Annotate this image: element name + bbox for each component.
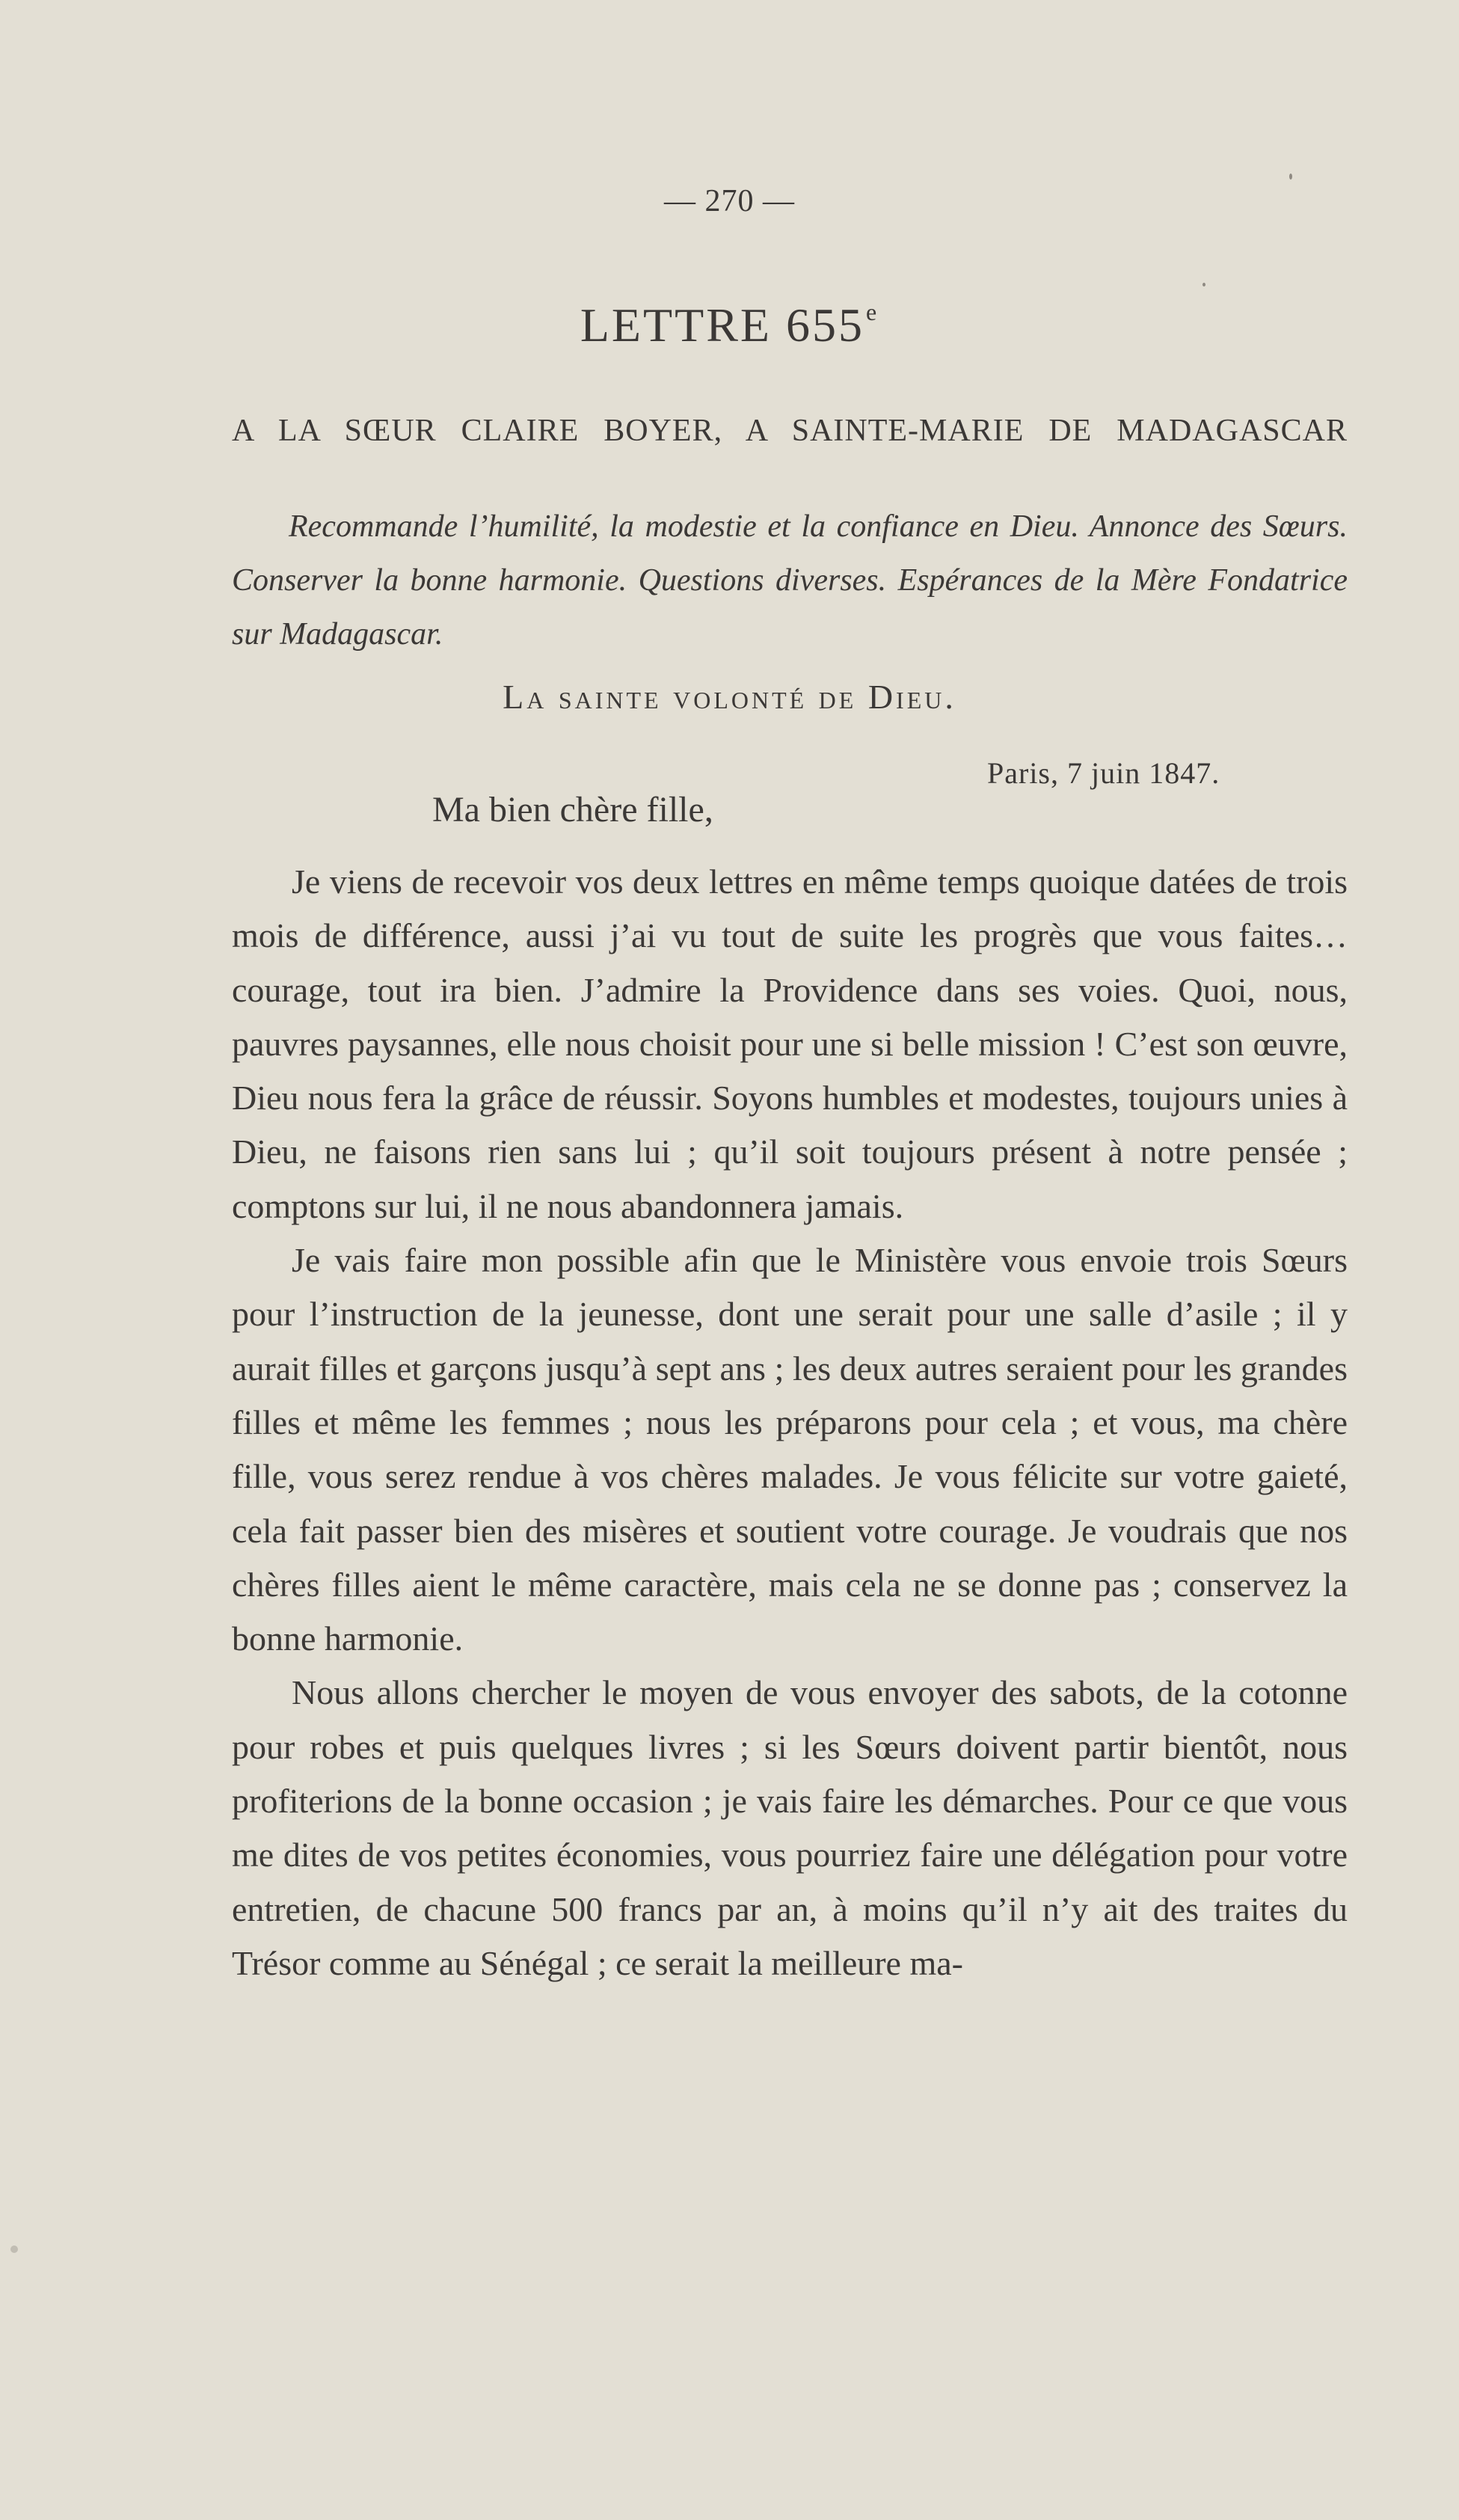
page-number: — 270 —	[664, 184, 795, 218]
dateline: Paris, 7 juin 1847.	[987, 756, 1220, 790]
letter-title-suffix: e	[865, 298, 879, 325]
body-paragraph: Je viens de recevoir vos deux lettres en même temps quoique datées de trois mois de différence, aussi j’ai vu tout de suite les progrès que vous faites… courage, tout ira bien. J’admire la Providence dans ses voies. Quoi, nous, pauvres paysannes, elle nous choisit pour une si belle mission ! C’est son œuvre, Dieu nous fera la grâce de réussir. Soyons humbles et modestes, toujours unies à Dieu, ne faisons rien sans lui ; qu’il soit toujours présent à notre pensée ; comptons sur lui, il ne nous abandonnera jamais.	[232, 862, 1348, 1225]
body-paragraph: Je vais faire mon possible afin que le Ministère vous envoie trois Sœurs pour l’instruction de la jeunesse, dont une serait pour une salle d’asile ; il y aurait filles et garçons jusqu’à sept ans ; les deux autres seraient pour les grandes filles et même les femmes ; nous les préparons pour cela ; et vous, ma chère fille, vous serez rendue à vos chères malades. Je vous félicite sur votre gaieté, cela fait passer bien des misères et soutient votre courage. Je voudrais que nos chères filles aient le même caractère, mais cela ne se donne pas ; conservez la bonne harmonie.	[232, 1241, 1348, 1658]
letter-body	[232, 855, 1348, 1990]
paper-speck	[1289, 174, 1292, 180]
motto-heading: La sainte volonté de Dieu.	[503, 678, 956, 716]
paper-speck	[10, 2245, 18, 2253]
body-paragraph: Nous allons chercher le moyen de vous envoyer des sabots, de la cotonne pour robes et puis quelques livres ; si les Sœurs doivent partir bientôt, nous profiterions de la bonne occasion ; je vais faire les démarches. Pour ce que vous me dites de vos petites économies, vous pourriez faire une délégation pour votre entretien, de chacune 500 francs par an, à moins qu’il n’y ait des traites du Trésor comme au Sénégal ; ce serait la meilleure ma-	[232, 1673, 1348, 1982]
letter-title	[0, 298, 1459, 353]
letter-title-text: LETTRE 655	[580, 298, 864, 352]
letter-summary: Recommande l’humilité, la modestie et la confiance en Dieu. Annonce des Sœurs. Conserver la bonne harmonie. Questions diverses. Espérances de la Mère Fondatrice sur Madagascar.	[232, 509, 1348, 652]
salutation: Ma bien chère fille,	[432, 790, 713, 830]
paper-speck	[1202, 283, 1205, 286]
letter-recipient: A LA SŒUR CLAIRE BOYER, A SAINTE-MARIE DE MADAGASCAR	[232, 414, 1348, 448]
